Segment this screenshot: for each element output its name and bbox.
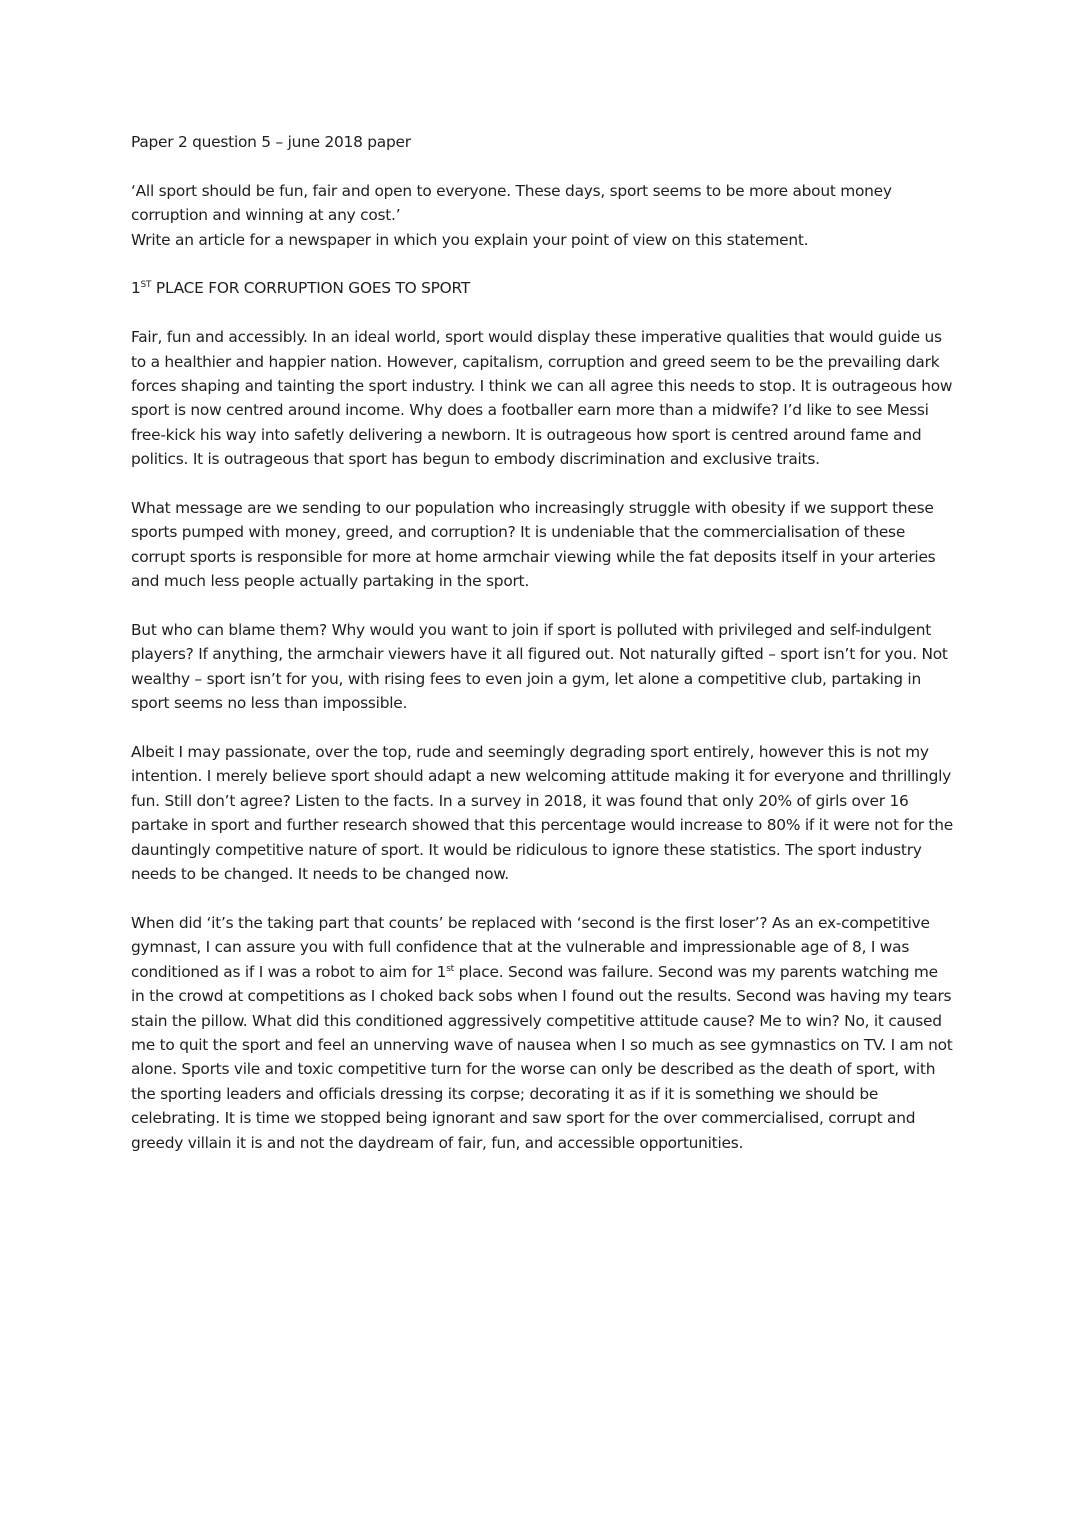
paragraph-2: What message are we sending to our population who increasingly struggle with obesity if we support these sports pumped with money, greed, and corruption? It is undeniable that the commercialisation of these corrupt sports is responsible for more at home armchair viewing while the fat deposits itself in your arteries and much less people actually partaking in the sport. — [131, 499, 936, 591]
paragraph-5-part-2: place. Second was failure. Second was my parents watching me in the crowd at competitions as I choked back sobs when I found out the results. Second was having my tears stain the pillow. What did this conditioned aggressively competitive attitude cause? Me to win? No, it caused me to quit the sport and feel an unnerving wave of nausea when I so much as see gymnastics on TV. I am not alone. Sports vile and toxic competitive turn for the worse can only be described as the death of sport, with the sporting leaders and officials dressing its corpse; decorating it as if it is something we should be celebrating. It is time we stopped being ignorant and saw sport for the over commercialised, corrupt and greedy villain it is and not the daydream of fair, fun, and accessible opportunities. — [131, 962, 953, 1152]
task-prompt — [131, 179, 953, 252]
article-title — [131, 276, 953, 300]
paragraph-3: But who can blame them? Why would you want to join if sport is polluted with privileged and self-indulgent players? If anything, the armchair viewers have it all figured out. Not naturally gifted – sport isn’t for you. Not wealthy – sport isn’t for you, with rising fees to even join a gym, let alone a competitive club, partaking in sport seems no less than impossible. — [131, 621, 948, 713]
title-rest: PLACE FOR CORRUPTION GOES TO SPORT — [151, 279, 471, 298]
paragraph-4: Albeit I may passionate, over the top, rude and seemingly degrading sport entirely, however this is not my intention. I merely believe sport should adapt a new welcoming attitude making it for everyone and thrillingly fun. Still don’t agree? Listen to the facts. In a survey in 2018, it was found that only 20% of girls over 16 partake in sport and further research showed that this percentage would increase to 80% if it were not for the dauntingly competitive nature of sport. It would be ridiculous to ignore these statistics. The sport industry needs to be changed. It needs to be changed now. — [131, 743, 953, 884]
prompt-quote: ‘All sport should be fun, fair and open to everyone. These days, sport seems to be more about money corruption and winning at any cost.’ — [131, 181, 892, 225]
document-page — [131, 130, 953, 1179]
document-header: Paper 2 question 5 – june 2018 paper — [131, 133, 411, 151]
paragraph-1: Fair, fun and accessibly. In an ideal world, sport would display these imperative qualities that would guide us to a healthier and happier nation. However, capitalism, corruption and greed seem to be the prevailing dark forces shaping and tainting the sport industry. I think we can all agree this needs to stop. It is outrageous how sport is now centred around income. Why does a footballer earn more than a midwife? I’d like to see Messi free-kick his way into safetly delivering a newborn. It is outrageous how sport is centred around fame and politics. It is outrageous that sport has begun to embody discrimination and exclusive traits. — [131, 328, 953, 469]
title-ordinal: 1 — [131, 279, 141, 298]
paragraph-5 — [131, 911, 953, 1155]
paragraph-5-part-1: When did ‘it’s the taking part that counts’ be replaced with ‘second is the first loser’? As an ex-competitive gymnast, I can assure you with full confidence that at the vulnerable and impressionable age of 8, I was conditioned as if I was a robot to aim for 1 — [131, 913, 930, 981]
prompt-instruction: Write an article for a newspaper in which you explain your point of view on this statement. — [131, 230, 809, 249]
ordinal-suffix: st — [446, 963, 454, 974]
title-ordinal-suffix: ST — [140, 280, 152, 291]
